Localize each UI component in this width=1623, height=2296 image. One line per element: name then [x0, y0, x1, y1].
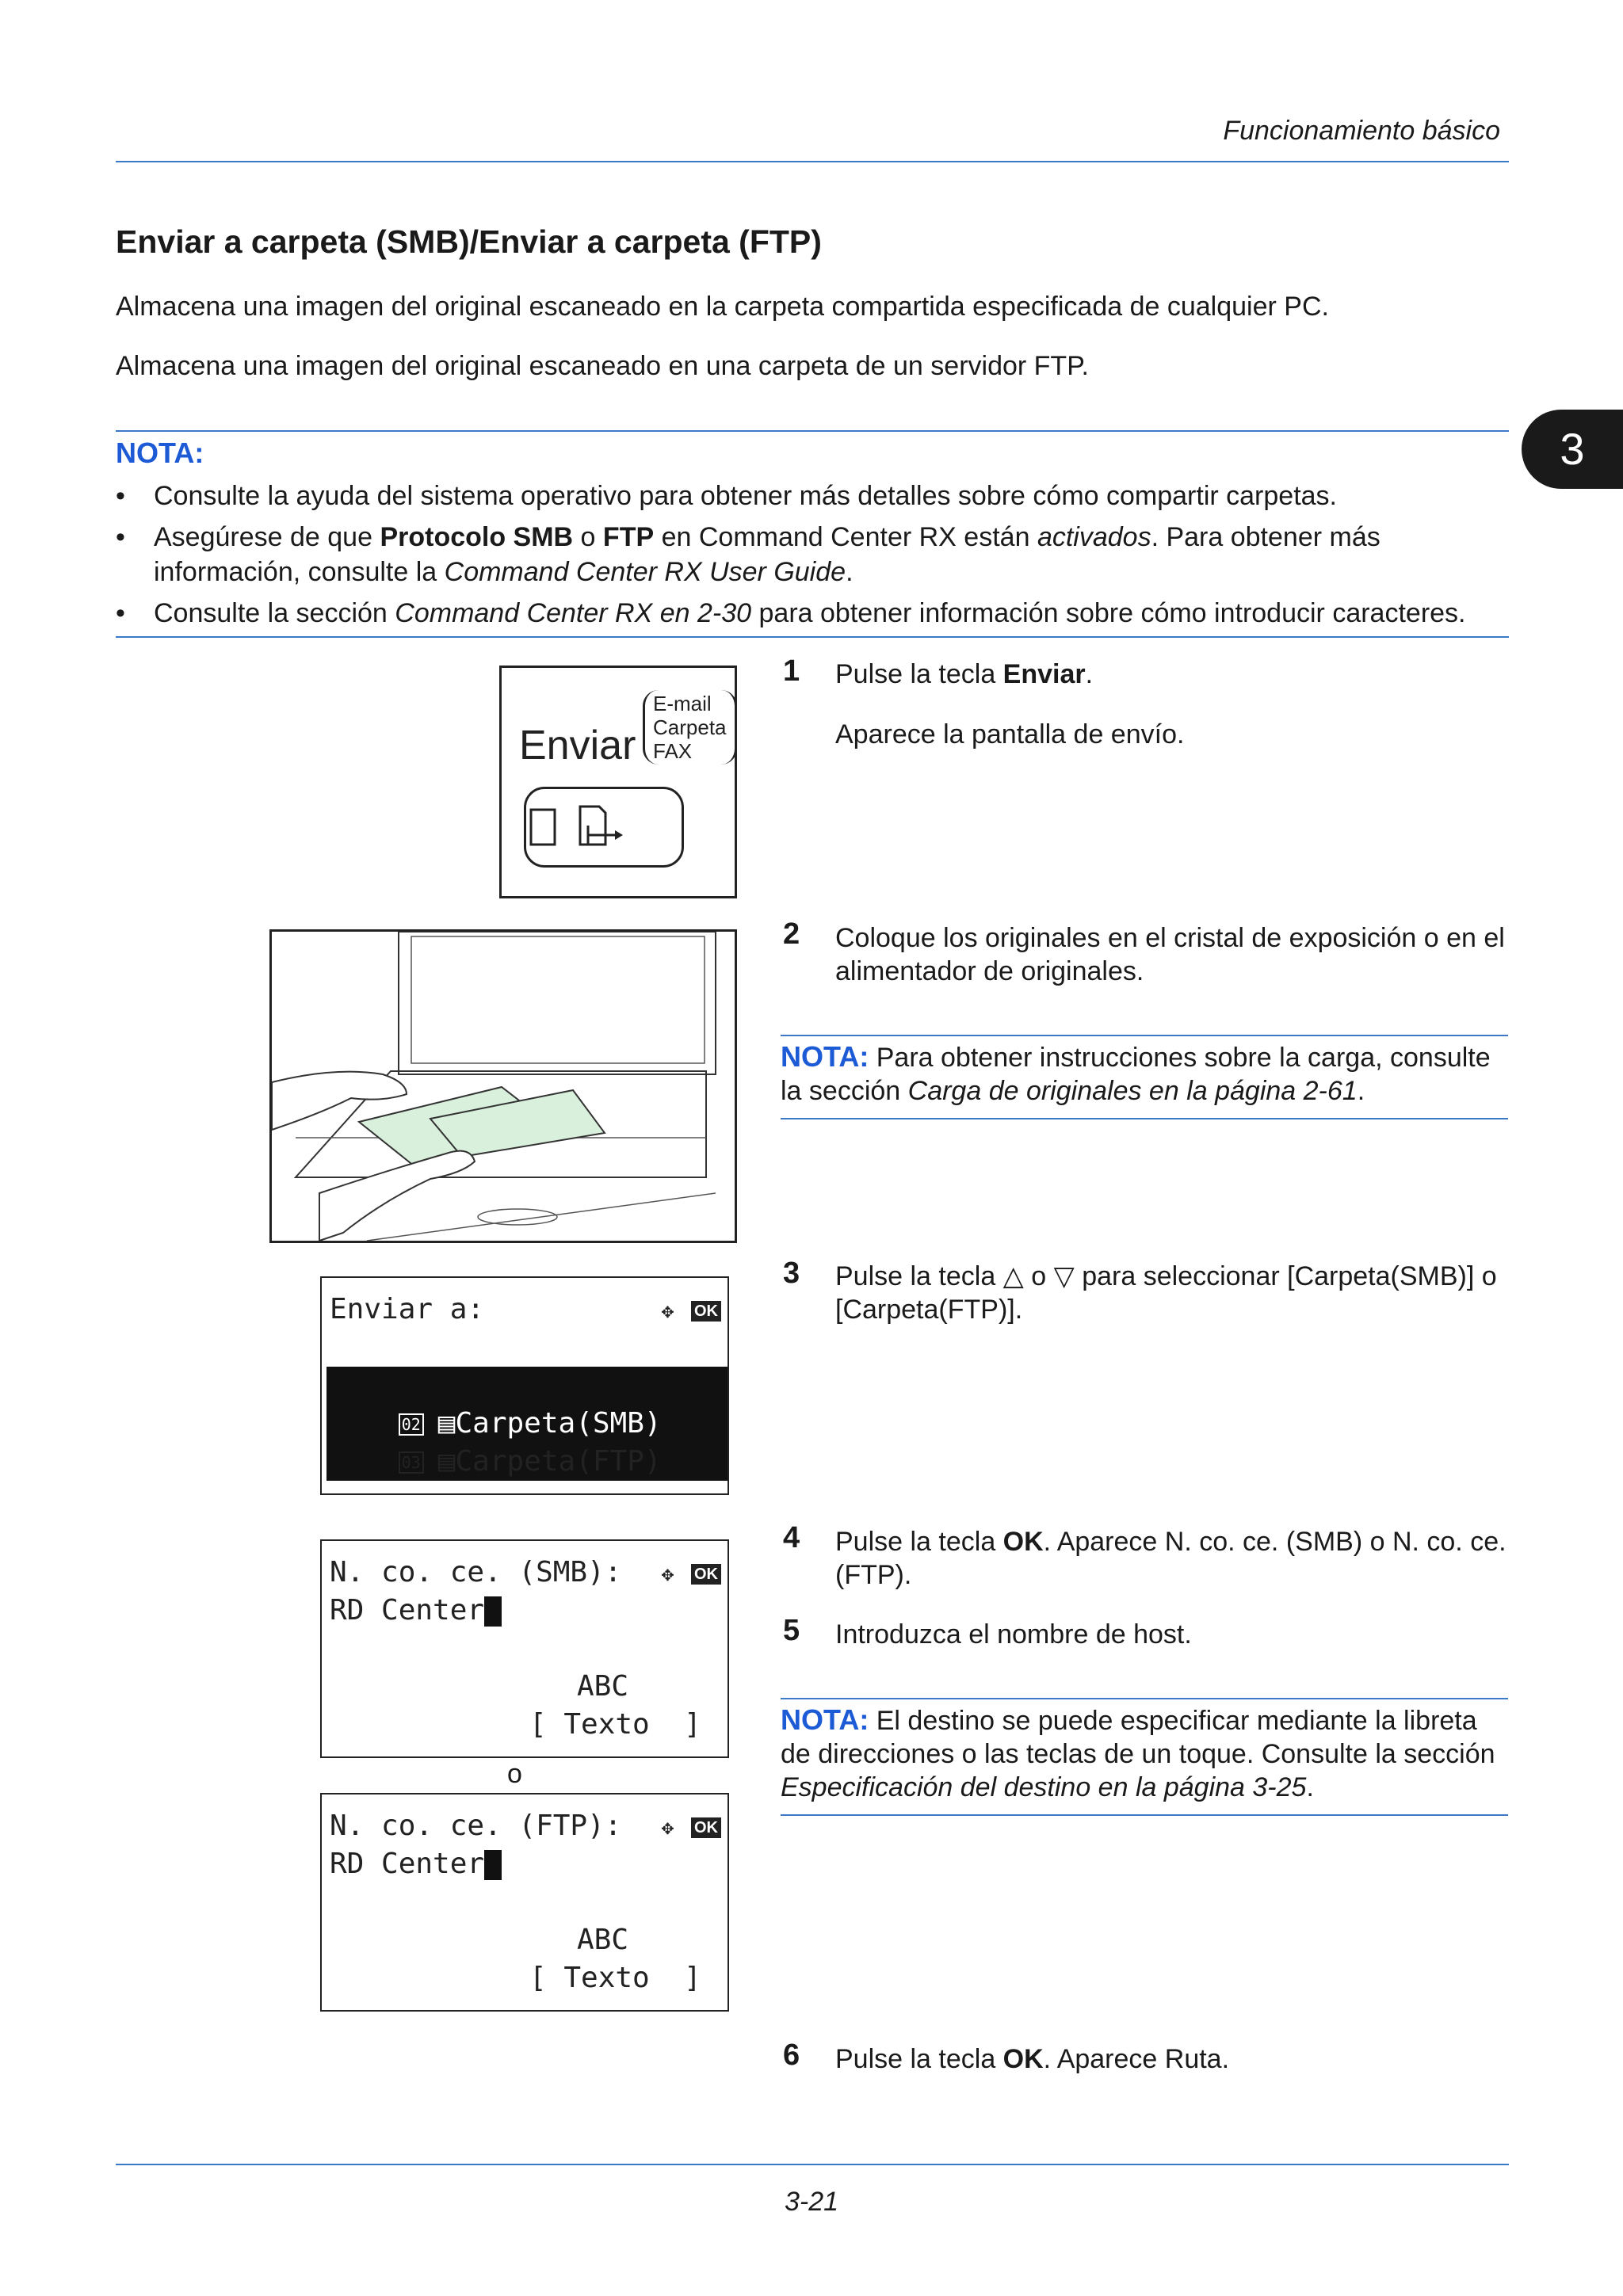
lcd3-value: RD Center: [330, 1845, 502, 1883]
enviar-key-button: [524, 787, 684, 868]
step-1-number: 1: [783, 654, 800, 688]
nota-bullet-3: • Consulte la sección Command Center RX en 2-30 para obtener información sobre cómo introducir caracteres.: [116, 596, 1510, 631]
lcd2-mode: ABC: [577, 1670, 629, 1703]
ok-icon: OK: [691, 1817, 721, 1838]
scanner-drawing: [272, 932, 735, 1241]
nav-arrows-icon: ✥: [661, 1562, 674, 1586]
intro-paragraph-1: Almacena una imagen del original escaneado en la carpeta compartida especificada de cualquier PC.: [116, 292, 1329, 322]
step-6-text: Pulse la tecla OK. Aparece Ruta.: [835, 2044, 1230, 2074]
lcd2-softkey: [ Texto ]: [529, 1708, 701, 1741]
nota-top-rule: [116, 430, 1509, 432]
ok-icon: OK: [691, 1301, 721, 1322]
lcd-enviar-a: [320, 1276, 729, 1495]
nav-arrows-icon: ✥: [661, 1816, 674, 1840]
step-4-text: Pulse la tecla OK. Aparece N. co. ce. (SMB) o N. co. ce. (FTP).: [835, 1527, 1507, 1590]
nota-label: NOTA:: [116, 437, 204, 469]
lcd-host-ftp: [320, 1793, 729, 2012]
step-5-nota: NOTA: El destino se puede especificar mediante la libreta de direcciones o las teclas de un toque. Consulte la sección Especificación del destino en la página 3-25.: [781, 1703, 1495, 1802]
nota-bottom-rule: [116, 636, 1509, 638]
step-1-text: Pulse la tecla Enviar.: [835, 659, 1094, 689]
or-separator: o: [507, 1759, 522, 1789]
nota-bullet-list: [116, 479, 1510, 637]
step-6-number: 6: [783, 2039, 800, 2072]
lcd3-title: N. co. ce. (FTP):: [330, 1810, 622, 1842]
lcd1-title: Enviar a:: [330, 1293, 485, 1325]
footer-rule: [116, 2164, 1509, 2165]
lcd1-nav-ok: [662, 1294, 721, 1326]
lcd2-nav-ok: [662, 1557, 721, 1589]
item-number-02: 02: [399, 1413, 424, 1436]
step-5-nota-top-rule: [781, 1698, 1508, 1699]
lcd2-value: RD Center: [330, 1592, 502, 1630]
page-number: 3-21: [785, 2187, 839, 2217]
intro-paragraph-2: Almacena una imagen del original escaneado en una carpeta de un servidor FTP.: [116, 351, 1089, 381]
step-5-number: 5: [783, 1614, 800, 1647]
enviar-key-word: Enviar: [519, 723, 636, 769]
lcd-host-smb: [320, 1539, 729, 1758]
chapter-tab: 3: [1522, 410, 1623, 489]
ok-icon: OK: [691, 1564, 721, 1585]
lcd3-softkey: [ Texto ]: [529, 1962, 701, 1994]
folder-icon: ▤: [437, 1407, 456, 1440]
step-3-text: Pulse la tecla △ o ▽ para seleccionar [Carpeta(SMB)] o [Carpeta(FTP)].: [835, 1261, 1497, 1325]
key-option-carpeta: Carpeta: [653, 715, 727, 739]
key-option-email: E-mail: [653, 692, 712, 715]
nota-bullet-2: • Asegúrese de que Protocolo SMB o FTP en Command Center RX están activados. Para obtener más información, consulte la Command Center RX User Guide.: [116, 520, 1510, 589]
step-2-text: Coloque los originales en el cristal de exposición o en el alimentador de originales.: [835, 923, 1505, 986]
step-5-nota-bottom-rule: [781, 1814, 1508, 1816]
step-2-number: 2: [783, 917, 800, 951]
text-cursor: [484, 1596, 502, 1627]
scanner-illustration: [269, 929, 737, 1243]
running-header: Funcionamiento básico: [1223, 116, 1500, 146]
step-1-subtext: Aparece la pantalla de envío.: [835, 719, 1185, 749]
enviar-key-options: [643, 690, 737, 765]
send-document-icon: [526, 789, 682, 865]
lcd3-nav-ok: [662, 1810, 721, 1843]
step-3-number: 3: [783, 1257, 800, 1290]
lcd1-item-carpeta-ftp: 03 ▤Carpeta(FTP): [330, 1405, 662, 1519]
lcd3-mode: ABC: [577, 1924, 629, 1956]
section-title: Enviar a carpeta (SMB)/Enviar a carpeta (FTP): [116, 223, 822, 260]
item-number-03: 03: [399, 1451, 424, 1474]
text-cursor: [484, 1850, 502, 1880]
header-rule: [116, 161, 1509, 162]
nota-bullet-1: • Consulte la ayuda del sistema operativo para obtener más detalles sobre cómo compartir carpetas.: [116, 479, 1510, 513]
step-2-nota-bottom-rule: [781, 1118, 1508, 1119]
nav-arrows-icon: ✥: [661, 1299, 674, 1323]
step-5-text: Introduzca el nombre de host.: [835, 1619, 1192, 1650]
lcd1-item-carpeta-smb: 02 ▤Carpeta(SMB): [327, 1367, 727, 1481]
folder-icon: ▤: [437, 1445, 456, 1478]
enviar-key-illustration: [499, 666, 737, 898]
key-option-fax: FAX: [653, 739, 693, 763]
step-2-nota-top-rule: [781, 1035, 1508, 1036]
lcd2-title: N. co. ce. (SMB):: [330, 1556, 622, 1589]
step-4-number: 4: [783, 1521, 800, 1554]
step-2-nota: NOTA: Para obtener instrucciones sobre la carga, consulte la sección Carga de originales en la página 2-61.: [781, 1040, 1491, 1106]
